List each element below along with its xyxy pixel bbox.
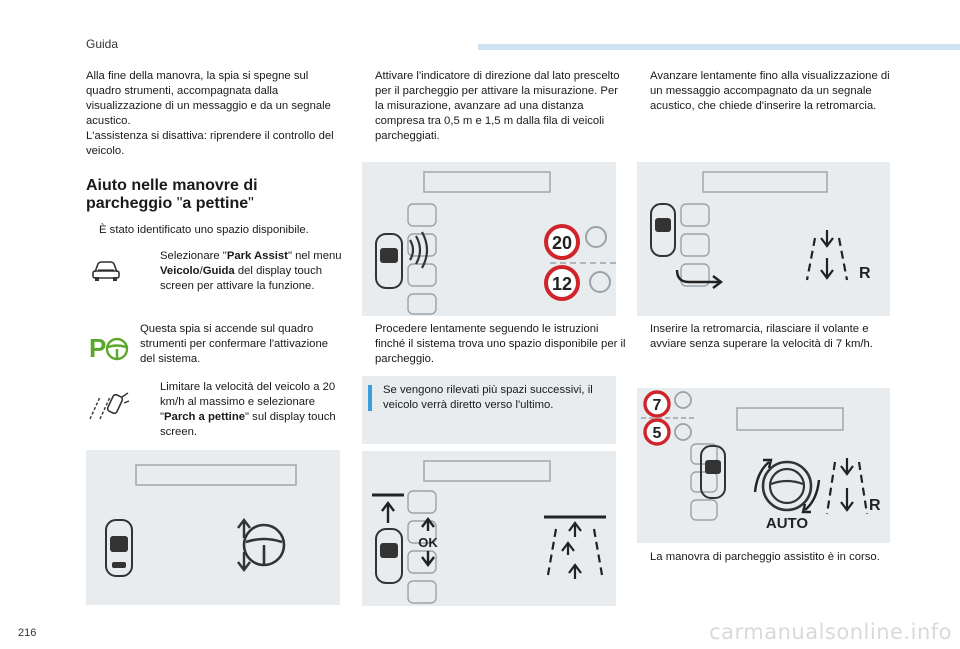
- section-title: Guida: [86, 37, 119, 51]
- heading-part: parcheggio: [86, 195, 177, 212]
- auto-steering-diagram: [637, 388, 890, 543]
- speed-value: 12: [551, 274, 573, 294]
- step-text: Procedere lentamente seguendo le istruzioni finché il sistema trova uno spazio disponibile per il parcheggio.: [375, 323, 626, 365]
- speed-value: 7: [652, 397, 662, 414]
- step-item: [362, 69, 629, 144]
- heading-line-1: Aiuto nelle manovre di: [86, 177, 258, 194]
- car-icon: [90, 258, 122, 284]
- heading-part-bold: a pettine: [182, 195, 249, 212]
- step-item: [637, 322, 902, 352]
- info-icon: [368, 385, 372, 411]
- step-item: [147, 249, 352, 294]
- heading-line-2: [86, 195, 346, 213]
- info-text: Se vengono rilevati più spazi successivi, il veicolo verrà diretto verso l'ultimo.: [383, 384, 593, 411]
- watermark: carmanualsonline.info: [709, 620, 952, 644]
- illustration-panel: [362, 451, 616, 606]
- info-note: [362, 376, 616, 444]
- park-assist-lamp-icon: [89, 333, 129, 363]
- speed-value: 20: [551, 233, 573, 253]
- speed-value: 5: [652, 425, 662, 442]
- step-text: Limitare la velocità del veicolo a 20 km/h al massimo e selezionare "Parch a pettine" sul display touch screen.: [160, 381, 336, 438]
- illustration-panel: [362, 162, 616, 316]
- reverse-request-diagram: [637, 162, 890, 316]
- intro-paragraph-1: Alla fine della manovra, la spia si spegne sul quadro strumenti, accompagnata dalla visualizzazione di un messaggio e da un segnale acustico.: [86, 70, 331, 127]
- auto-label: AUTO: [765, 515, 809, 532]
- illustration-panel: [637, 162, 890, 316]
- perpendicular-parking-icon: [86, 389, 130, 423]
- illustration-panel: [637, 388, 890, 543]
- parking-diagram: [86, 450, 340, 605]
- header-bar: [478, 44, 960, 50]
- measurement-diagram: [362, 162, 616, 316]
- reverse-gear-label: R: [859, 265, 871, 282]
- step-text: Inserire la retromarcia, rilasciare il volante e avviare senza superare la velocità di 7 km/h.: [650, 323, 873, 350]
- lamp-description: Questa spia si accende sul quadro strumenti per confermare l'attivazione del sistema.: [140, 323, 329, 365]
- heading-quote: ": [176, 195, 183, 212]
- step-item: [147, 380, 352, 440]
- svg-text:P: P: [89, 333, 107, 363]
- step-text: La manovra di parcheggio assistito è in corso.: [650, 551, 880, 563]
- section-heading: [86, 177, 346, 213]
- heading-quote: ": [248, 195, 254, 212]
- step-item: [637, 550, 902, 565]
- page-number: 216: [18, 627, 37, 639]
- step-text: È stato identificato uno spazio disponibile.: [99, 224, 309, 236]
- step-text: Attivare l'indicatore di direzione dal lato prescelto per il parcheggio per attivare la misurazione. Per la misurazione, avanzare ad una distanza compresa tra 0,5 m e 1,5 m dalla fila di veicoli parcheggiati.: [375, 70, 620, 142]
- intro-paragraph-2: L'assistenza si disattiva: riprendere il controllo del veicolo.: [86, 130, 334, 157]
- space-found-diagram: [362, 451, 616, 606]
- illustration-panel: [86, 450, 340, 605]
- step-item: [86, 223, 351, 238]
- step-item: [362, 322, 629, 367]
- step-text: Selezionare "Park Assist" nel menu Veicolo/Guida del display touch screen per attivare la funzione.: [160, 250, 342, 292]
- step-text: Avanzare lentamente fino alla visualizzazione di un messaggio accompagnato da un segnale acustico, che chiede d'inserire la retromarcia.: [650, 70, 890, 112]
- ok-label: OK: [418, 535, 438, 550]
- reverse-gear-label: R: [869, 497, 881, 514]
- step-item: [637, 69, 902, 114]
